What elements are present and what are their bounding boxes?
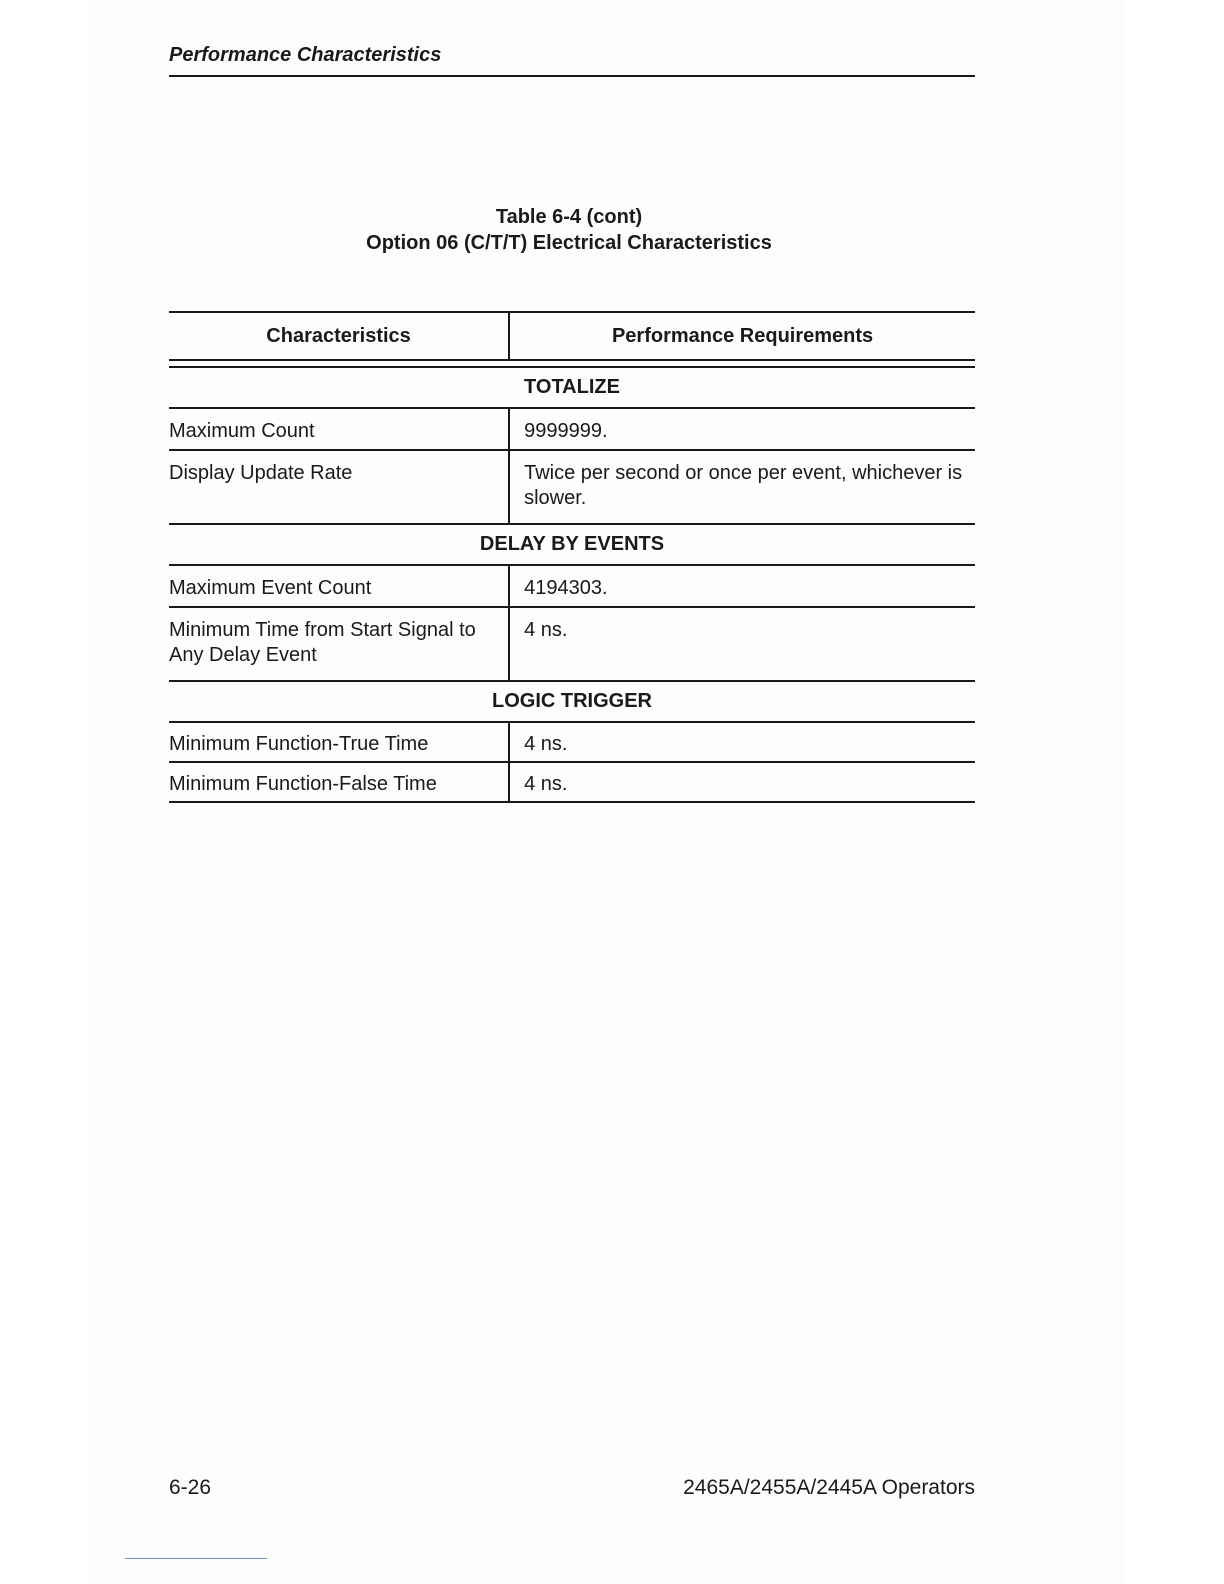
table-row (169, 565, 975, 607)
page-number: 6-26 (169, 1476, 212, 1499)
section-heading-row (169, 524, 975, 565)
characteristic-cell: Minimum Function-True Time (169, 722, 509, 762)
table-row (169, 722, 975, 762)
characteristic-cell: Minimum Function-False Time (169, 762, 509, 802)
column-header-performance-requirements: Performance Requirements (509, 312, 975, 360)
table-title: Option 06 (C/T/T) Electrical Characteristics (366, 232, 772, 254)
section-heading: LOGIC TRIGGER (169, 681, 975, 722)
characteristic-cell: Minimum Time from Start Signal to Any Delay Event (169, 607, 509, 681)
requirement-cell: 4 ns. (509, 722, 975, 762)
table-row (169, 408, 975, 450)
table-header-row (169, 312, 975, 360)
section-heading: TOTALIZE (169, 367, 975, 408)
header-double-rule (169, 360, 975, 367)
running-head: Performance Characteristics (169, 44, 442, 66)
column-header-characteristics: Characteristics (169, 312, 509, 360)
characteristics-table (169, 311, 975, 803)
requirement-cell: 4 ns. (509, 762, 975, 802)
section-heading: DELAY BY EVENTS (169, 524, 975, 565)
characteristic-cell: Maximum Count (169, 408, 509, 450)
page-margin-left (0, 0, 90, 1584)
characteristic-cell: Maximum Event Count (169, 565, 509, 607)
requirement-cell: Twice per second or once per event, whichever is slower. (509, 450, 975, 524)
manual-title: 2465A/2455A/2445A Operators (683, 1476, 975, 1499)
characteristic-cell: Display Update Rate (169, 450, 509, 524)
requirement-cell: 4194303. (509, 565, 975, 607)
page-margin-right (1124, 0, 1224, 1584)
requirement-cell: 9999999. (509, 408, 975, 450)
table-row (169, 607, 975, 681)
table-row (169, 450, 975, 524)
scan-artifact-line (125, 1558, 267, 1559)
table-row (169, 762, 975, 802)
requirement-cell: 4 ns. (509, 607, 975, 681)
table-number: Table 6-4 (cont) (495, 206, 643, 228)
section-heading-row (169, 681, 975, 722)
section-heading-row (169, 367, 975, 408)
header-rule (169, 75, 975, 77)
